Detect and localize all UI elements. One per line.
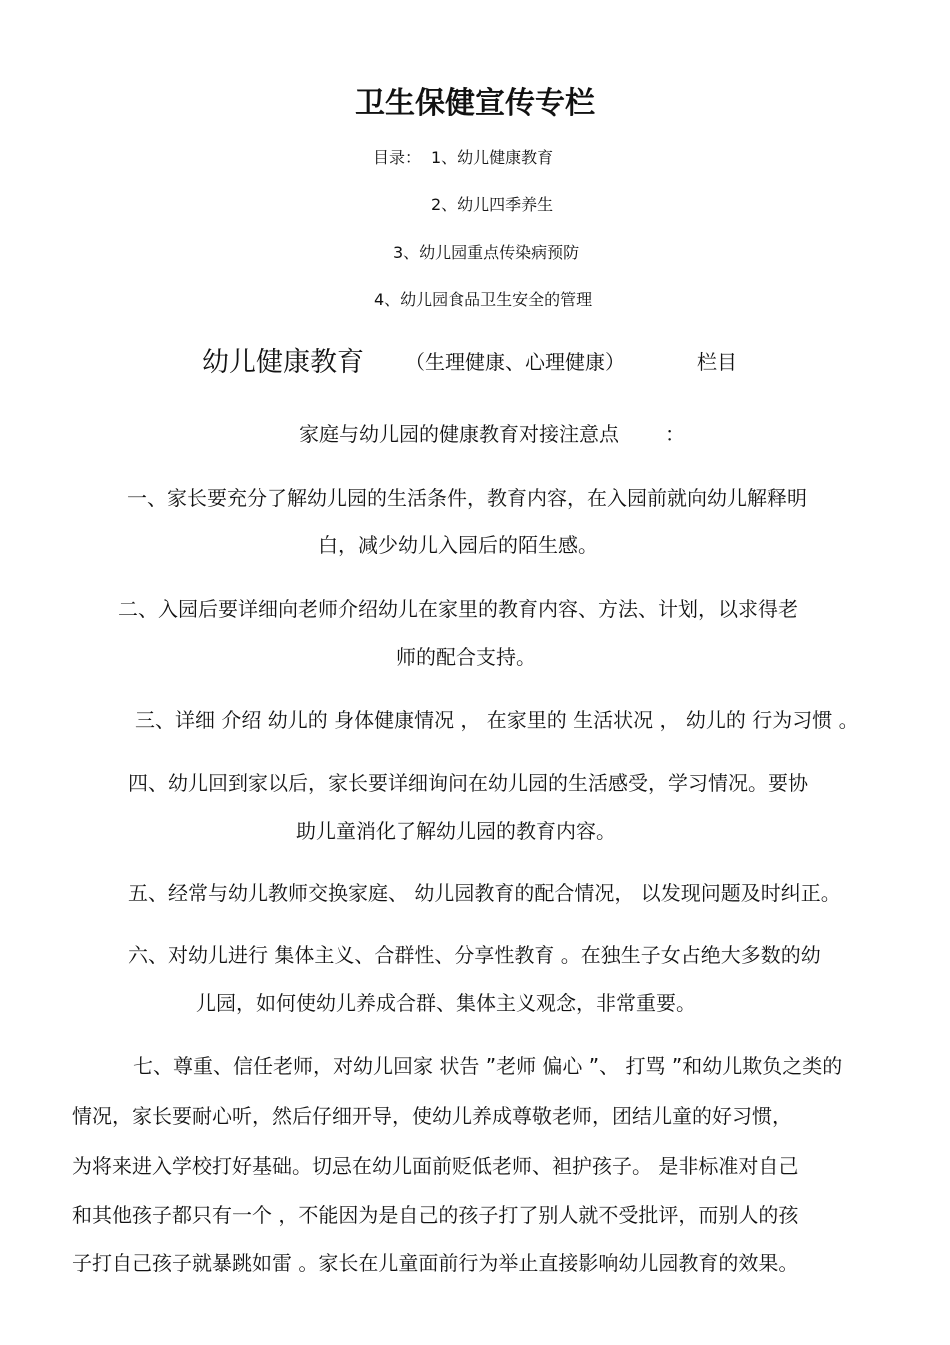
point-7-line: 和其他孩子都只有一个 ，不能因为是自己的孩子打了别人就不受批评，而别人的孩	[72, 1203, 799, 1227]
toc-item: 4、幼儿园食品卫生安全的管理	[374, 290, 593, 309]
intro-text: 家庭与幼儿园的健康教育对接注意点	[299, 422, 619, 446]
toc-label: 目录：	[373, 148, 422, 167]
intro-colon: ：	[665, 422, 685, 446]
page-title: 卫生保健宣传专栏	[355, 86, 595, 121]
point-6-line: 六、对幼儿进行 集体主义、合群性、分享性教育 。在独生子女占绝大多数的幼	[128, 943, 821, 967]
point-1-line: 一、家长要充分了解幼儿园的生活条件，教育内容，在入园前就向幼儿解释明	[127, 486, 807, 510]
toc-item: 1、幼儿健康教育	[431, 148, 554, 167]
point-7-line: 子打自己孩子就暴跳如雷 。家长在儿童面前行为举止直接影响幼儿园教育的效果。	[72, 1251, 799, 1275]
point-6-line: 儿园，如何使幼儿养成合群、集体主义观念，非常重要。	[196, 991, 696, 1015]
section-subtitle: （生理健康、心理健康）	[405, 350, 625, 374]
point-1-line: 白，减少幼儿入园后的陌生感。	[318, 533, 598, 557]
point-4-line: 四、幼儿回到家以后，家长要详细询问在幼儿园的生活感受，学习情况。要协	[128, 771, 808, 795]
toc-item: 2、幼儿四季养生	[431, 195, 554, 214]
point-4-line: 助儿童消化了解幼儿园的教育内容。	[296, 819, 616, 843]
point-5-line: 五、经常与幼儿教师交换家庭、 幼儿园教育的配合情况， 以发现问题及时纠正。	[128, 881, 841, 905]
point-7-line: 情况，家长要耐心听，然后仔细开导，使幼儿养成尊敬老师，团结儿童的好习惯，	[72, 1104, 792, 1128]
toc-item: 3、幼儿园重点传染病预防	[393, 243, 580, 262]
section-column-label: 栏目	[697, 350, 737, 374]
point-2-line: 二、入园后要详细向老师介绍幼儿在家里的教育内容、方法、计划，以求得老	[118, 597, 798, 621]
point-7-line: 七、尊重、信任老师，对幼儿回家 状告 ”老师 偏心 ”、 打骂 ”和幼儿欺负之类的	[133, 1054, 843, 1078]
point-3-line: 三、详细 介绍 幼儿的 身体健康情况 ， 在家里的 生活状况 ， 幼儿的 行为习惯 。	[135, 708, 859, 732]
point-2-line: 师的配合支持。	[396, 645, 536, 669]
point-7-line: 为将来进入学校打好基础。切忌在幼儿面前贬低老师、袒护孩子。 是非标准对自己	[72, 1154, 799, 1178]
section-title: 幼儿健康教育	[202, 347, 364, 378]
